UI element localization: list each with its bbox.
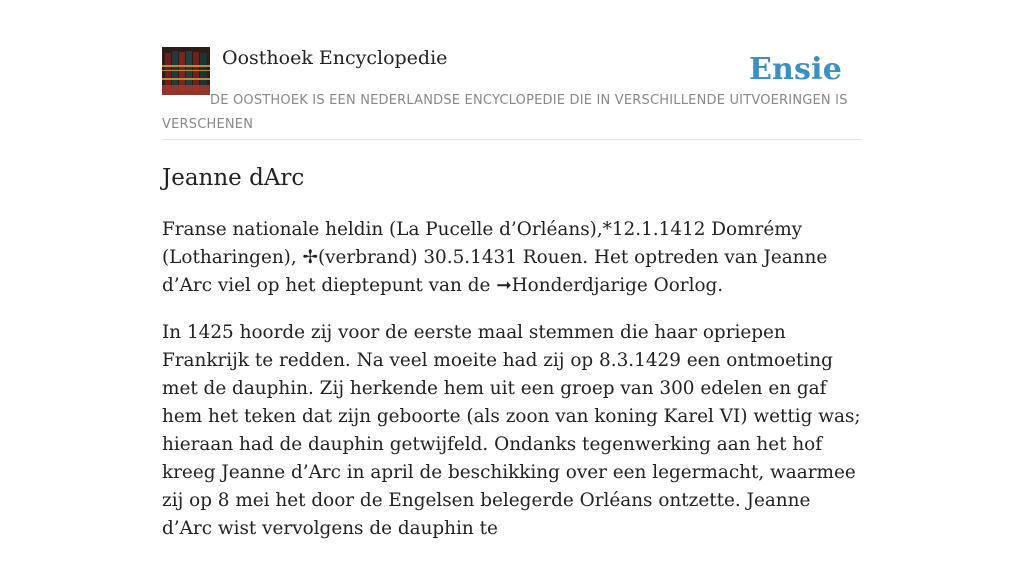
page-title: Jeanne dArc (162, 165, 305, 191)
encyclopedia-books-icon[interactable] (162, 47, 210, 95)
article-paragraph: In 1425 hoorde zij voor de eerste maal stemmen die haar opriepen Frankrijk te redden. Na veel moeite had zij op 8.3.1429 een ontmoeting met de dauphin. Zij herkende hem uit een groep van 300 edelen en gaf hem het teken dat zijn geboorte (als zoon van koning Karel VI) wettig was; hieraan had de dauphin getwijfeld. Ondanks tegenwerking aan het hof kreeg Jeanne d’Arc in april de beschikking over een legermacht, waarmee zij op 8 mei het door de Engelsen belegerde Orléans ontzette. Jeanne d’Arc wist vervolgens de dauphin te (162, 322, 861, 539)
site-header (162, 0, 862, 140)
site-tagline: DE OOSTHOEK IS EEN NEDERLANDSE ENCYCLOPEDIE DIE IN VERSCHILLENDE UITVOERINGEN IS VERSCHENEN (162, 93, 848, 132)
content-column (162, 0, 862, 539)
site-name[interactable]: Oosthoek Encyclopedie (222, 47, 448, 69)
brand-logo[interactable]: Ensie (748, 52, 842, 87)
article-paragraph: Franse nationale heldin (La Pucelle d’Orléans),*12.1.1412 Domrémy (Lotharingen), ✢(verbrand) 30.5.1431 Rouen. Het optreden van Jeanne d’Arc viel op het dieptepunt van de ➞Honderdjarige Oorlog. (162, 219, 828, 296)
article-body (162, 216, 862, 562)
